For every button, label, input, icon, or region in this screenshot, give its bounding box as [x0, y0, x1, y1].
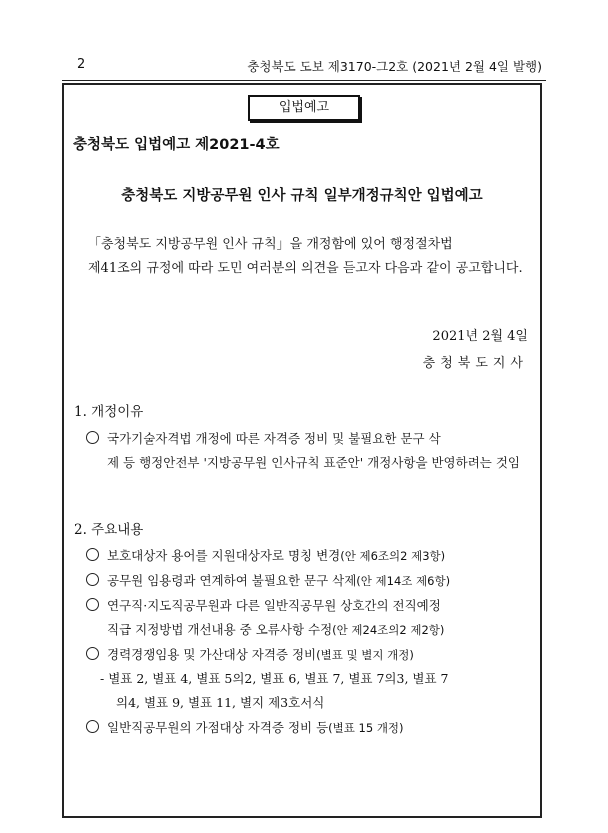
notice-type-badge: 입법예고: [248, 95, 360, 121]
notice-number: 충청북도 입법예고 제2021-4호: [73, 137, 280, 153]
section-1-title: 1. 개정이유: [74, 404, 144, 420]
intro-line-rest: 제41조의 규정에 따라 도민 여러분의 의견을 듣고자 다음과 같이 공고합니다.: [88, 261, 523, 276]
content-item-line-1: 연구직·지도직공무원과 다른 일반직공무원 상호간의 전직예정: [107, 598, 441, 613]
content-item-ref: (안 제14조 제6항): [356, 574, 451, 588]
content-sub-item: [100, 667, 520, 715]
sub-item-line-rest: 의4, 별표 9, 별표 11, 별지 제3호서식: [116, 695, 325, 710]
content-item: [86, 643, 526, 667]
main-title: 충청북도 지방공무원 인사 규칙 일부개정규칙안 입법예고: [121, 188, 483, 204]
intro-paragraph: [88, 233, 528, 281]
header-rule: [62, 80, 546, 81]
circle-bullet-icon: [86, 431, 99, 444]
content-item-ref: (별표 15 개정): [328, 721, 404, 735]
content-item-text: 직급 지정방법 개선내용 중 오류사항 수정: [107, 622, 333, 637]
content-item: [86, 544, 526, 568]
notice-date: 2021년 2월 4일: [432, 329, 528, 344]
content-item-ref: (안 제6조의2 제3항): [340, 549, 446, 563]
reason-line-rest: 제 등 행정안전부 '지방공무원 인사규칙 표준안' 개정사항을 반영하려는 것임: [107, 455, 520, 470]
content-item-line-2: [86, 618, 526, 642]
reason-line-1: 국가기술자격법 개정에 따른 자격증 정비 및 불필요한 문구 삭: [107, 431, 441, 446]
content-item-text: 경력경쟁임용 및 가산대상 자격증 정비: [107, 647, 317, 662]
reason-item: [86, 427, 526, 475]
content-item-ref: (별표 및 별지 개정): [316, 648, 414, 662]
sub-item-line-1: - 별표 2, 별표 4, 별표 5의2, 별표 6, 별표 7, 별표 7의3, 별표 7: [100, 671, 449, 686]
page-number: 2: [77, 57, 86, 72]
circle-bullet-icon: [86, 720, 99, 733]
section-2-title: 2. 주요내용: [74, 522, 144, 538]
content-item-text: 공무원 임용령과 연계하여 불필요한 문구 삭제: [107, 573, 357, 588]
circle-bullet-icon: [86, 647, 99, 660]
content-item-text: 일반직공무원의 가점대상 자격증 정비 등: [107, 720, 329, 735]
gazette-info: 충청북도 도보 제3170-그2호 (2021년 2월 4일 발행): [247, 59, 542, 74]
circle-bullet-icon: [86, 573, 99, 586]
content-item-text: 보호대상자 용어를 지원대상자로 명칭 변경: [107, 548, 341, 563]
intro-line-1: 「충청북도 지방공무원 인사 규칙」을 개정함에 있어 행정절차법: [88, 237, 453, 252]
issuer-name: 충청북도지사: [422, 356, 528, 371]
circle-bullet-icon: [86, 548, 99, 561]
content-item-ref: (안 제24조의2 제2항): [332, 623, 445, 637]
content-item: [86, 594, 526, 642]
content-item: [86, 716, 526, 740]
circle-bullet-icon: [86, 598, 99, 611]
content-item: [86, 569, 526, 593]
